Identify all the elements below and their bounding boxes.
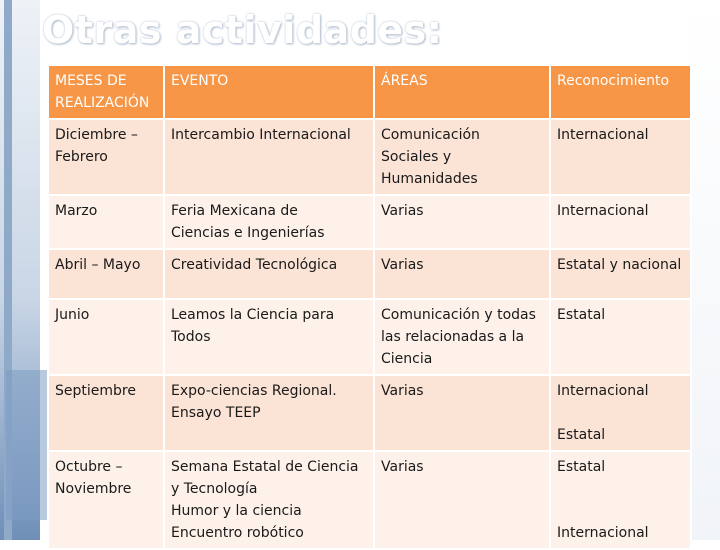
- cell-month: [48, 299, 164, 375]
- cell-text: Internacional: [557, 203, 649, 219]
- table-row: [48, 249, 691, 299]
- cell-text: Ciencia: [381, 351, 433, 367]
- cell-spacer: [557, 402, 684, 424]
- header-text: REALIZACIÓN: [55, 95, 150, 111]
- cell-text: Feria Mexicana de: [171, 203, 298, 219]
- cell-area: [374, 249, 550, 299]
- cell-recognition: [550, 195, 691, 249]
- cell-event: [164, 451, 374, 549]
- cell-recognition: [550, 249, 691, 299]
- cell-text: Marzo: [55, 203, 98, 219]
- cell-text: Estatal: [557, 307, 606, 323]
- cell-text: Varias: [381, 203, 424, 219]
- cell-text: Sociales y: [381, 149, 452, 165]
- cell-text: Humor y la ciencia: [171, 503, 302, 519]
- right-decoration: [688, 0, 720, 540]
- cell-text: Estatal y nacional: [557, 257, 682, 273]
- cell-event: [164, 119, 374, 195]
- cell-text: Octubre –: [55, 459, 123, 475]
- header-text: EVENTO: [171, 73, 229, 89]
- cell-area: [374, 119, 550, 195]
- cell-event: [164, 299, 374, 375]
- header-text: ÁREAS: [381, 73, 428, 89]
- cell-recognition: [550, 119, 691, 195]
- cell-text: Expo-ciencias Regional.: [171, 383, 337, 399]
- cell-text: Abril – Mayo: [55, 257, 141, 273]
- cell-text: Junio: [55, 307, 90, 323]
- cell-text: Estatal: [557, 459, 606, 475]
- cell-event: [164, 249, 374, 299]
- cell-text: Varias: [381, 257, 424, 273]
- cell-text: Estatal: [557, 427, 606, 443]
- cell-text: Varias: [381, 383, 424, 399]
- cell-text: Internacional: [557, 525, 649, 541]
- cell-text: Encuentro robótico: [171, 525, 304, 541]
- cell-area: [374, 299, 550, 375]
- cell-text: Noviembre: [55, 481, 132, 497]
- cell-text: Intercambio Internacional: [171, 127, 351, 143]
- cell-month: [48, 195, 164, 249]
- table-row: [48, 195, 691, 249]
- header-row: [48, 65, 691, 119]
- cell-text: Ensayo TEEP: [171, 405, 261, 421]
- cell-text: Comunicación: [381, 127, 480, 143]
- cell-event: [164, 195, 374, 249]
- cell-text: Internacional: [557, 127, 649, 143]
- cell-area: [374, 375, 550, 451]
- cell-text: Todos: [171, 329, 211, 345]
- cell-month: [48, 249, 164, 299]
- cell-recognition: [550, 299, 691, 375]
- header-areas: [374, 65, 550, 119]
- cell-text: las relacionadas a la: [381, 329, 525, 345]
- cell-month: [48, 375, 164, 451]
- header-text: MESES DE: [55, 73, 127, 89]
- table-row: [48, 451, 691, 549]
- cell-recognition: [550, 451, 691, 549]
- cell-month: [48, 119, 164, 195]
- cell-text: Diciembre –: [55, 127, 138, 143]
- cell-text: Comunicación y todas: [381, 307, 536, 323]
- cell-text: Humanidades: [381, 171, 478, 187]
- header-event: [164, 65, 374, 119]
- cell-text: Internacional: [557, 383, 649, 399]
- cell-text: Leamos la Ciencia para: [171, 307, 335, 323]
- header-recognition: [550, 65, 691, 119]
- cell-event: [164, 375, 374, 451]
- table-row: [48, 375, 691, 451]
- header-text: Reconocimiento: [557, 73, 670, 89]
- cell-text: Creatividad Tecnológica: [171, 257, 338, 273]
- cell-area: [374, 195, 550, 249]
- table-row: [48, 119, 691, 195]
- cell-text: Ciencias e Ingenierías: [171, 225, 325, 241]
- cell-spacer: [557, 478, 684, 522]
- cell-text: Febrero: [55, 149, 108, 165]
- cell-text: Semana Estatal de Ciencia: [171, 459, 359, 475]
- cell-text: y Tecnología: [171, 481, 258, 497]
- cell-text: Varias: [381, 459, 424, 475]
- cell-area: [374, 451, 550, 549]
- cell-recognition: [550, 375, 691, 451]
- events-table: [47, 64, 692, 550]
- slide-title: Otras actividades:: [42, 8, 443, 52]
- cell-text: Septiembre: [55, 383, 136, 399]
- table-row: [48, 299, 691, 375]
- header-months: [48, 65, 164, 119]
- cell-month: [48, 451, 164, 549]
